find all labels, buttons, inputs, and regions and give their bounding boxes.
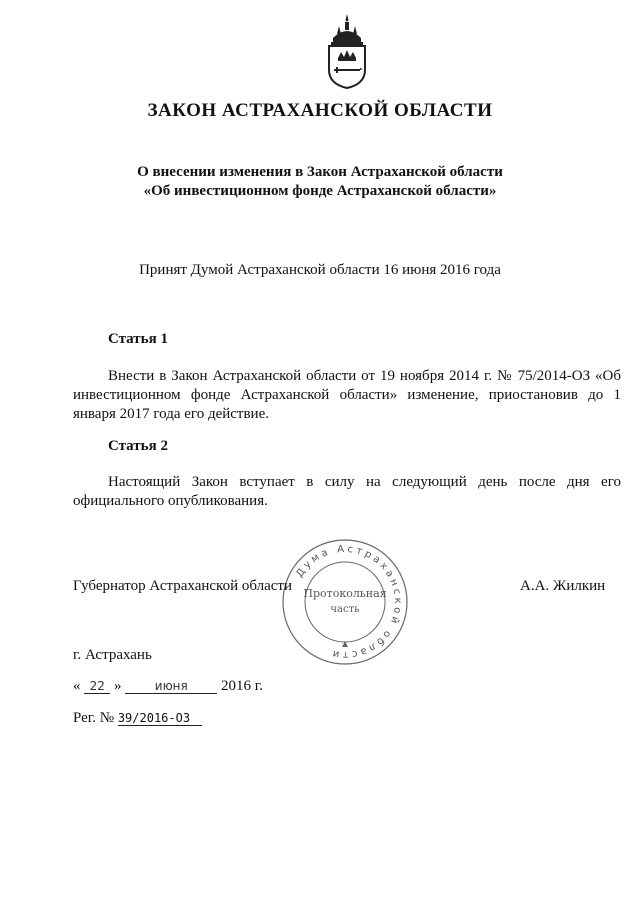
governor-name: А.А. Жилкин [520, 578, 606, 594]
article-1-body: Внести в Закон Астраханской области от 19 ноября 2014 г. № 75/2014-ОЗ «Об инвестиционном фонде Астраханской области» изменение, приостановив до 1 января 2017 года его действие. [73, 368, 621, 422]
governor-position: Губернатор Астраханской области [73, 578, 293, 594]
registration-value: 39/2016-ОЗ [118, 711, 202, 726]
registration-label: Рег. № [73, 710, 115, 726]
subtitle-line-1: О внесении изменения в Закон Астраханской области [137, 164, 503, 180]
date-year: 2016 г. [221, 678, 263, 694]
stamp-center-line-1: Протокольная [303, 587, 387, 600]
article-1-text [73, 367, 621, 424]
article-1-heading: Статья 1 [108, 331, 168, 347]
article-2-heading: Статья 2 [108, 438, 168, 454]
signing-date [73, 678, 263, 695]
registration-number [73, 710, 202, 727]
adoption-note: Принят Думой Астраханской области 16 июня 2016 года [139, 262, 501, 278]
subtitle-line-2: «Об инвестиционном фонде Астраханской области» [143, 183, 497, 199]
date-month: июня [125, 679, 217, 694]
article-2-text [73, 473, 621, 511]
svg-text:Дума Астраханской области [294, 544, 403, 660]
document-title: ЗАКОН АСТРАХАНСКОЙ ОБЛАСТИ [147, 100, 493, 121]
law-subtitle [0, 163, 640, 201]
date-day: 22 [84, 679, 110, 694]
coat-of-arms-icon [323, 12, 371, 90]
article-2-body: Настоящий Закон вступает в силу на следующий день после дня его официального опубликования. [73, 474, 621, 509]
date-open-quote: « [73, 678, 81, 694]
date-close-quote: » [114, 678, 122, 694]
stamp-outer-text: Дума Астраханской области [294, 543, 404, 661]
city: г. Астрахань [73, 647, 152, 663]
official-stamp [280, 537, 410, 667]
stamp-center-line-2: часть [330, 604, 360, 615]
